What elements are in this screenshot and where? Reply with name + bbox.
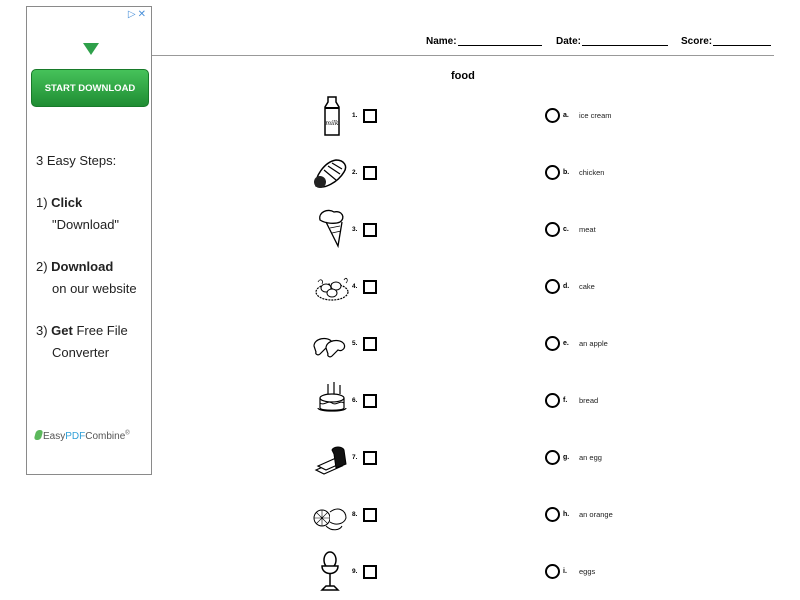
answer-letter: i.: [563, 568, 567, 575]
steps-title: 3 Easy Steps:: [36, 153, 117, 168]
step3-rest-a: Free File: [76, 323, 128, 338]
answer-word: cake: [579, 282, 595, 291]
step3-prefix: 3): [36, 323, 52, 338]
answer-checkbox[interactable]: [363, 166, 377, 180]
answer-radio[interactable]: [545, 336, 560, 351]
name-label: Name:: [426, 36, 457, 47]
answer-checkbox[interactable]: [363, 508, 377, 522]
picture-number: 3.: [352, 226, 358, 233]
brand-leaf-icon: [34, 430, 44, 440]
sliced-bread-icon: [312, 438, 352, 482]
date-label: Date:: [556, 36, 582, 47]
brand-part-c: Combine: [85, 431, 126, 442]
score-blank: [713, 45, 771, 46]
answer-letter: h.: [563, 511, 570, 518]
answer-word: ice cream: [579, 111, 612, 120]
milk-bottle-icon: [312, 94, 352, 138]
answer-radio[interactable]: [545, 507, 560, 522]
advertisement-panel[interactable]: [26, 6, 152, 475]
date-blank: [582, 45, 668, 46]
egg-cup-icon: [312, 550, 352, 594]
answer-checkbox[interactable]: [363, 223, 377, 237]
eggs-plate-icon: [312, 266, 352, 310]
answer-checkbox[interactable]: [363, 109, 377, 123]
name-field: [426, 36, 542, 47]
answer-checkbox[interactable]: [363, 337, 377, 351]
birthday-cake-icon: [312, 378, 352, 422]
answer-letter: c.: [563, 226, 569, 233]
answer-word: an egg: [579, 453, 602, 462]
picture-number: 4.: [352, 283, 358, 290]
step2-prefix: 2): [36, 259, 52, 274]
answer-word: chicken: [579, 168, 605, 177]
answer-checkbox[interactable]: [363, 280, 377, 294]
answer-letter: a.: [563, 112, 569, 119]
picture-number: 9.: [352, 568, 358, 575]
step1-bold: Click: [51, 195, 83, 210]
answer-checkbox[interactable]: [363, 451, 377, 465]
answer-letter: e.: [563, 340, 569, 347]
brand-part-b: PDF: [65, 431, 86, 442]
date-field: [556, 36, 668, 47]
answer-word: meat: [579, 225, 596, 234]
score-label: Score:: [681, 36, 713, 47]
easypdfcombine-logo[interactable]: [35, 430, 130, 442]
answer-radio[interactable]: [545, 108, 560, 123]
brand-trademark: ®: [125, 430, 130, 437]
answer-radio[interactable]: [545, 279, 560, 294]
picture-number: 6.: [352, 397, 358, 404]
answer-letter: b.: [563, 169, 570, 176]
answer-checkbox[interactable]: [363, 394, 377, 408]
bread-roll-icon: [310, 152, 350, 196]
picture-number: 8.: [352, 511, 358, 518]
answer-word: eggs: [579, 567, 596, 576]
answer-letter: d.: [563, 283, 570, 290]
answer-letter: g.: [563, 454, 570, 461]
header-divider: [152, 55, 774, 56]
answer-word: bread: [579, 396, 599, 405]
score-field: [681, 36, 771, 47]
picture-number: 5.: [352, 340, 358, 347]
picture-number: 1.: [352, 112, 358, 119]
name-blank: [458, 45, 542, 46]
ad-choices-close-icon[interactable]: ▷✕: [127, 9, 148, 20]
ice-cream-cone-icon: [312, 206, 352, 250]
orange-slices-icon: [310, 496, 350, 540]
answer-radio[interactable]: [545, 564, 560, 579]
answer-radio[interactable]: [545, 450, 560, 465]
step1-prefix: 1): [36, 195, 52, 210]
ad-steps-text: [36, 150, 150, 364]
answer-letter: f.: [563, 397, 568, 404]
answer-radio[interactable]: [545, 222, 560, 237]
worksheet-title: food: [451, 70, 475, 82]
step2-bold: Download: [51, 259, 114, 274]
step3-bold: Get: [51, 323, 73, 338]
brand-part-a: Easy: [43, 431, 66, 442]
step2-rest: on our website: [52, 281, 137, 296]
answer-word: an orange: [579, 510, 613, 519]
answer-word: an apple: [579, 339, 608, 348]
answer-radio[interactable]: [545, 165, 560, 180]
step1-rest: "Download": [52, 217, 120, 232]
svg-text:milk: milk: [325, 120, 339, 127]
picture-number: 7.: [352, 454, 358, 461]
picture-number: 2.: [352, 169, 358, 176]
answer-radio[interactable]: [545, 393, 560, 408]
chicken-drumsticks-icon: [310, 324, 350, 368]
down-arrow-icon: [83, 43, 99, 55]
start-download-button[interactable]: START DOWNLOAD: [31, 69, 149, 107]
step3-rest-b: Converter: [52, 345, 110, 360]
answer-checkbox[interactable]: [363, 565, 377, 579]
